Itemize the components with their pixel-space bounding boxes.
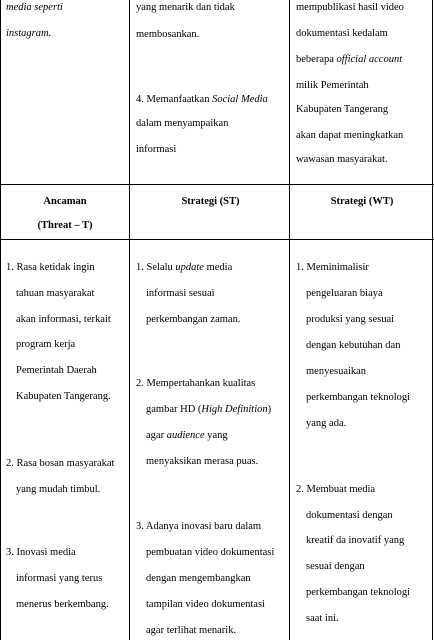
st-item-2: 2. Mempertahankan kualitas <box>136 378 256 389</box>
top-col3-line: dokumentasi kedalam <box>296 28 388 39</box>
header-strategy-st: Strategi (ST) <box>181 196 240 207</box>
wt-item-1-line: menyesuaikan <box>306 366 367 377</box>
top-col3-line: akan dapat meningkatkan <box>296 130 404 141</box>
st-item-1-line: perkembangan zaman. <box>146 314 241 325</box>
wt-item-1-line: produksi yang sesuai <box>306 314 395 325</box>
st-item-3-line: agar terlihat menarik. <box>146 625 237 636</box>
threat-item-1: 1. Rasa ketidak ingin <box>6 262 95 273</box>
header-threat-sub: (Threat – T) <box>37 220 93 231</box>
threat-item-2-line: yang mudah timbul. <box>16 484 101 495</box>
st-item-1: 1. Selalu update media <box>136 262 233 273</box>
top-col3-line: milik Pemerintah <box>296 80 369 91</box>
threat-item-3: 3. Inovasi media <box>6 547 76 558</box>
st-item-2-line: menyaksikan merasa puas. <box>146 456 259 467</box>
table-border-right <box>432 0 433 640</box>
top-col1-line: instagram. <box>6 28 52 39</box>
top-col2-line: yang menarik dan tidak <box>136 2 235 13</box>
top-col3-line: mempublikasi hasil video <box>296 2 404 13</box>
st-item-3-line: pembuatan video dokumentasi <box>146 547 275 558</box>
threat-item-1-line: Pemerintah Daerah <box>16 365 97 376</box>
st-item-3-line: tampilan video dokumentasi <box>146 599 265 610</box>
top-col2-line: dalam menyampaikan <box>136 118 229 129</box>
column-divider-1 <box>129 0 130 640</box>
top-col1-line: media seperti <box>6 2 63 13</box>
top-col3-line: beberapa official account <box>296 54 403 65</box>
wt-item-1-line: yang ada. <box>306 418 347 429</box>
header-divider <box>0 239 434 240</box>
wt-item-1-line: perkembangan teknologi <box>306 392 411 403</box>
wt-item-2-line: sesuai dengan <box>306 561 365 572</box>
st-item-3-line: dengan mengembangkan <box>146 573 251 584</box>
st-item-1-line: informasi sesuai <box>146 288 215 299</box>
top-col2-line: informasi <box>136 144 177 155</box>
threat-item-3-line: informasi yang terus <box>16 573 103 584</box>
column-divider-2 <box>289 0 290 640</box>
wt-item-2-line: dokumentasi dengan <box>306 510 393 521</box>
header-strategy-wt: Strategi (WT) <box>330 196 394 207</box>
threat-item-1-line: tahuan masyarakat <box>16 288 95 299</box>
st-item-3: 3. Adanya inovasi baru dalam <box>136 521 262 532</box>
threat-item-1-line: akan informasi, terkait <box>16 314 111 325</box>
st-item-2-line: agar audience yang <box>146 430 228 441</box>
wt-item-2-line: kreatif da inovatif yang <box>306 535 405 546</box>
top-col3-line: Kabupaten Tangerang <box>296 104 389 115</box>
wt-item-1-line: pengeluaran biaya <box>306 288 383 299</box>
wt-item-1: 1. Meminimalisir <box>296 262 369 273</box>
threat-item-1-line: Kabupaten Tangerang. <box>16 391 111 402</box>
threat-item-2: 2. Rasa bosan masyarakat <box>6 458 115 469</box>
table-border-left <box>0 0 1 640</box>
top-col3-line: wawasan masyarakat. <box>296 154 388 165</box>
row-divider <box>0 184 434 185</box>
wt-item-2-line: perkembangan teknologi <box>306 587 411 598</box>
top-col2-line: membosankan. <box>136 29 200 40</box>
header-threat: Ancaman <box>43 196 87 207</box>
wt-item-1-line: dengan kebutuhan dan <box>306 340 401 351</box>
wt-item-2: 2. Membuat media <box>296 484 376 495</box>
wt-item-2-line: saat ini. <box>306 613 339 624</box>
threat-item-1-line: program kerja <box>16 339 76 350</box>
top-col2-line: 4. Memanfaatkan Social Media <box>136 94 268 105</box>
threat-item-3-line: menerus berkembang. <box>16 599 109 610</box>
st-item-2-line: gambar HD (High Definition) <box>146 404 272 415</box>
